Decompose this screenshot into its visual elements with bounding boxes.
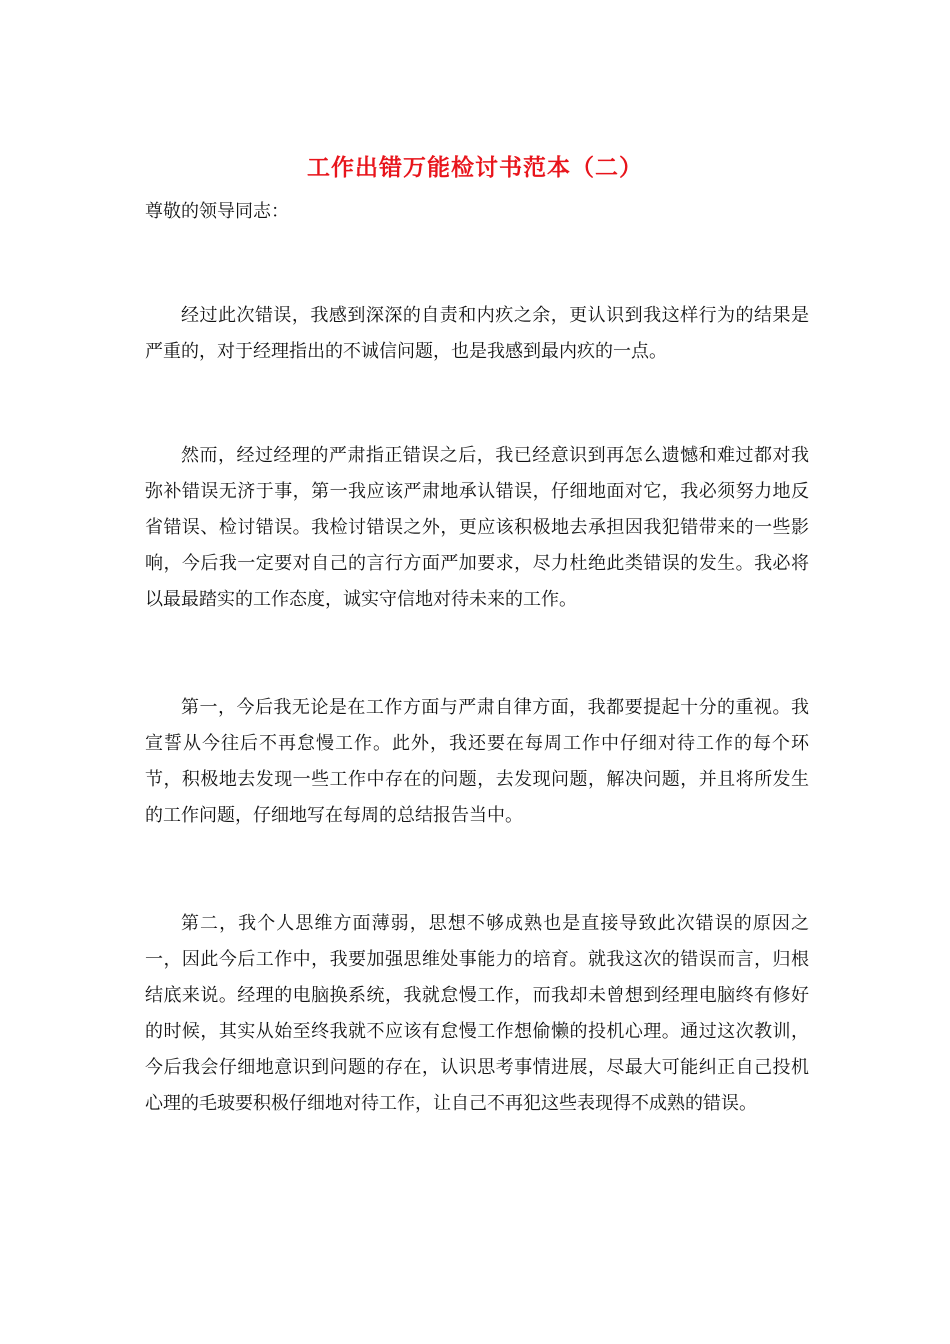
paragraph-1: 经过此次错误，我感到深深的自责和内疚之余，更认识到我这样行为的结果是严重的，对于经理指出的不诚信问题，也是我感到最内疚的一点。 xyxy=(145,305,809,362)
paragraph-3: 第一，今后我无论是在工作方面与严肃自律方面，我都要提起十分的重视。我宣誓从今往后不再怠慢工作。此外，我还要在每周工作中仔细对待工作的每个环节，积极地去发现一些工作中存在的问题，去发现问题，解决问题，并且将所发生的工作问题，仔细地写在每周的总结报告当中。 xyxy=(145,697,809,826)
paragraph-4: 第二，我个人思维方面薄弱，思想不够成熟也是直接导致此次错误的原因之一，因此今后工作中，我要加强思维处事能力的培育。就我这次的错误而言，归根结底来说。经理的电脑换系统，我就怠慢工作，而我却未曾想到经理电脑终有修好的时候，其实从始至终我就不应该有怠慢工作想偷懒的投机心理。通过这次教训，今后我会仔细地意识到问题的存在，认识思考事情进展，尽最大可能纠正自己投机心理的毛玻要积极仔细地对待工作，让自己不再犯这些表现得不成熟的错误。 xyxy=(145,913,809,1114)
document-title: 工作出错万能检讨书范本（二） xyxy=(307,154,643,181)
paragraph-2: 然而，经过经理的严肃指正错误之后，我已经意识到再怎么遗憾和难过都对我弥补错误无济于事，第一我应该严肃地承认错误，仔细地面对它，我必须努力地反省错误、检讨错误。我检讨错误之外，更应该积极地去承担因我犯错带来的一些影响，今后我一定要对自己的言行方面严加要求，尽力杜绝此类错误的发生。我必将以最最踏实的工作态度，诚实守信地对待未来的工作。 xyxy=(145,445,809,610)
salutation: 尊敬的领导同志： xyxy=(145,201,289,222)
